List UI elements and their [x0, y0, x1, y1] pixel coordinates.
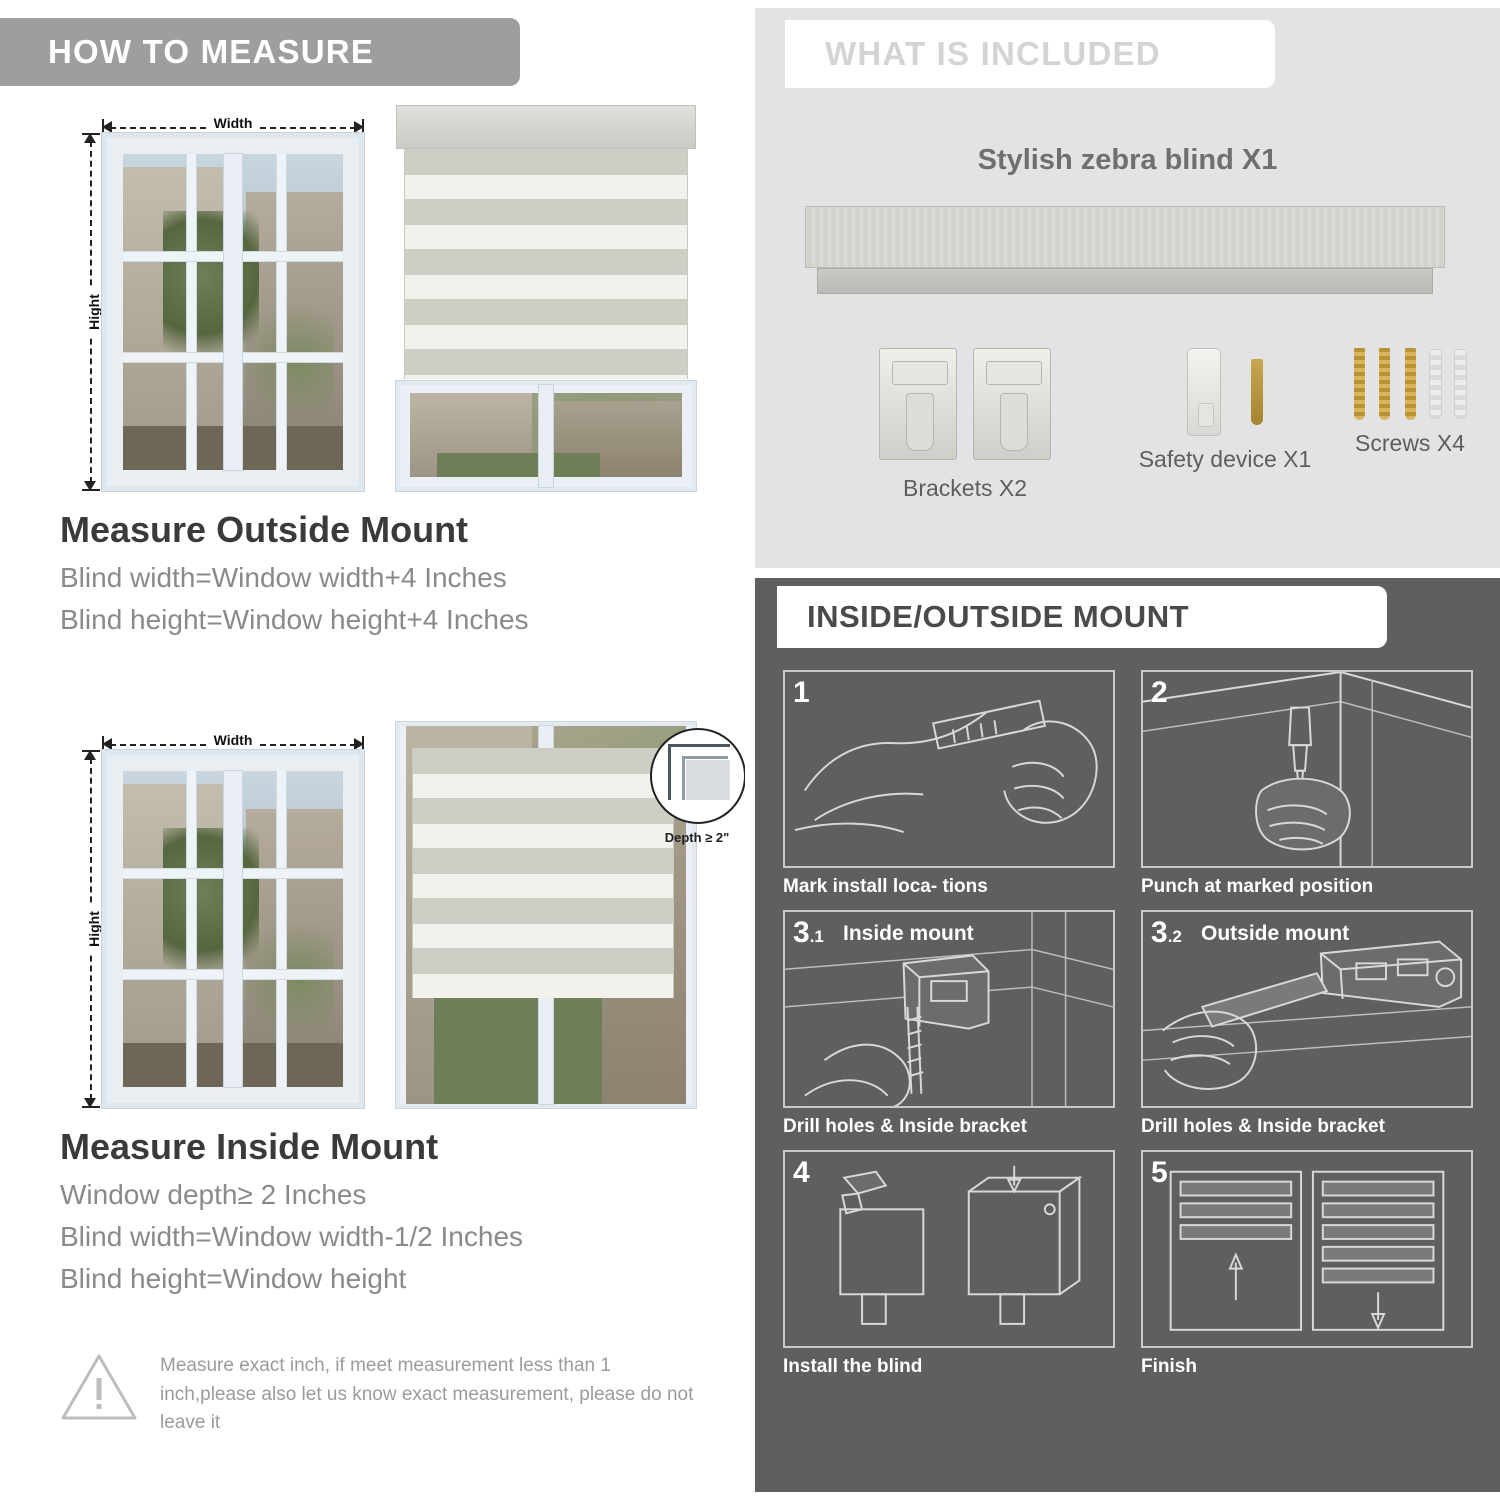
inside-outside-mount-panel	[755, 578, 1500, 1492]
inside-mount-line-3: Blind height=Window height	[60, 1263, 407, 1294]
screw-icon	[1379, 348, 1390, 420]
step-caption: Drill holes & Inside bracket	[1141, 1116, 1385, 1137]
step-3-1	[783, 910, 1115, 1138]
screw-icon	[1354, 348, 1365, 420]
inside-mount-lines	[60, 1174, 745, 1300]
step-caption: Drill holes & Inside bracket	[783, 1116, 1027, 1137]
step-3-2-image	[1141, 910, 1473, 1108]
how-to-measure-column	[0, 0, 745, 1500]
safety-device-icon	[1187, 348, 1221, 436]
step-number: 5	[1151, 1156, 1168, 1189]
step-caption: Punch at marked position	[1141, 876, 1374, 897]
blind-fabric	[412, 748, 674, 998]
step-4-image	[783, 1150, 1115, 1348]
installation-steps	[783, 670, 1473, 1390]
zebra-blind-rail-image	[805, 206, 1445, 298]
step-caption: Install the blind	[783, 1356, 923, 1377]
depth-callout-icon	[650, 728, 746, 824]
what-is-included-tab	[785, 20, 1275, 88]
inside-width-label: Width	[207, 732, 260, 748]
how-to-measure-title: HOW TO MEASURE	[48, 33, 375, 70]
right-column	[745, 0, 1500, 1500]
step-number: 3.2	[1151, 916, 1182, 949]
blind-outside-mount-illustration	[396, 105, 696, 491]
outside-width-label: Width	[207, 115, 260, 131]
step-4	[783, 1150, 1115, 1378]
step-1-image	[783, 670, 1115, 868]
inside-height-dimension	[82, 750, 102, 1108]
outside-mount-title: Measure Outside Mount	[60, 509, 469, 550]
step-number: 1	[793, 676, 810, 709]
inside-mount-block	[0, 722, 745, 1300]
step-5-image	[1141, 1150, 1473, 1348]
warning-triangle-icon	[60, 1352, 138, 1422]
inside-mount-line-2: Blind width=Window width-1/2 Inches	[60, 1221, 524, 1252]
step-number: 3.1	[793, 916, 824, 949]
part-caption: Brackets X2	[903, 475, 1027, 501]
inside-mount-line-1: Window depth≥ 2 Inches	[60, 1179, 367, 1210]
window-illustration	[102, 750, 364, 1108]
part-brackets	[815, 348, 1115, 502]
screw-icon	[1251, 359, 1263, 425]
step-1	[783, 670, 1115, 898]
inside-mount-title: Measure Inside Mount	[60, 1126, 439, 1167]
install-blind-sketch-icon	[785, 1152, 1113, 1348]
measure-note-text: Measure exact inch, if meet measurement less than 1 inch,please also let us know exact measurement, please do not leave it	[160, 1355, 694, 1433]
inside-mount-diagram	[60, 722, 730, 1112]
screw-icon	[1405, 348, 1416, 420]
bracket-icon	[973, 348, 1051, 460]
measure-note	[60, 1352, 700, 1438]
outside-mount-line-1: Blind width=Window width+4 Inches	[60, 562, 507, 593]
finished-blinds-sketch-icon	[1143, 1152, 1471, 1348]
outside-mount-lines	[60, 557, 745, 641]
measuring-tape-sketch-icon	[785, 672, 1113, 868]
outside-mount-diagram	[60, 105, 720, 495]
what-is-included-panel	[755, 8, 1500, 568]
bracket-icon	[879, 348, 957, 460]
included-parts-row	[755, 348, 1500, 538]
part-caption: Screws X4	[1355, 430, 1465, 456]
step-number: 4	[793, 1156, 810, 1189]
step-inline-label: Inside mount	[843, 922, 974, 945]
step-row	[783, 670, 1473, 898]
step-row	[783, 910, 1473, 1138]
step-2	[1141, 670, 1473, 898]
step-caption: Mark install loca- tions	[783, 876, 988, 897]
blind-headrail	[396, 105, 696, 149]
step-row	[783, 1150, 1473, 1378]
inside-outside-mount-title: INSIDE/OUTSIDE MOUNT	[807, 599, 1190, 634]
step-2-image	[1141, 670, 1473, 868]
step-5	[1141, 1150, 1473, 1378]
drill-punch-sketch-icon	[1143, 672, 1471, 868]
blind-window-opening	[396, 381, 696, 491]
step-caption: Finish	[1141, 1356, 1197, 1377]
wall-anchor-icon	[1454, 349, 1467, 419]
inside-height-label: Hight	[86, 905, 102, 953]
what-is-included-title: WHAT IS INCLUDED	[825, 35, 1161, 72]
step-3-2	[1141, 910, 1473, 1138]
depth-callout-label: Depth ≥ 2"	[664, 830, 730, 845]
step-number: 2	[1151, 676, 1168, 709]
step-3-1-image	[783, 910, 1115, 1108]
window-illustration	[102, 133, 364, 491]
included-main-item-label: Stylish zebra blind X1	[977, 144, 1278, 176]
how-to-measure-banner	[0, 18, 520, 86]
outside-height-dimension	[82, 133, 102, 491]
outside-height-label: Hight	[86, 288, 102, 336]
inside-outside-mount-tab	[777, 586, 1387, 648]
blind-fabric	[404, 149, 688, 379]
wall-anchor-icon	[1429, 349, 1442, 419]
outside-mount-block	[0, 105, 745, 641]
outside-mount-line-2: Blind height=Window height+4 Inches	[60, 604, 529, 635]
part-safety-device	[1125, 348, 1325, 473]
step-inline-label: Outside mount	[1201, 922, 1350, 945]
part-screws	[1315, 348, 1500, 457]
part-caption: Safety device X1	[1138, 446, 1312, 472]
